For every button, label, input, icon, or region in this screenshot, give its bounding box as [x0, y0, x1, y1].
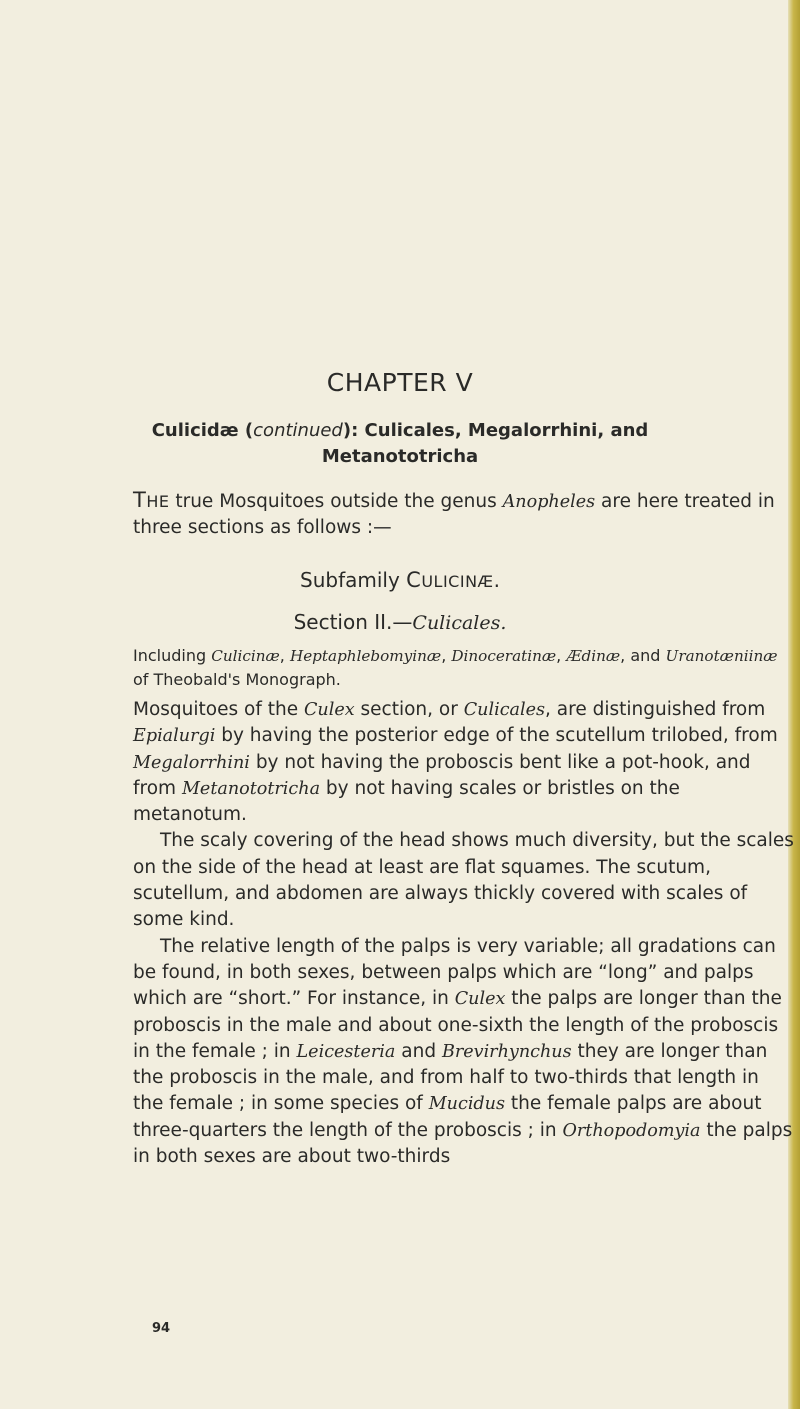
subtitle-italic: continued — [253, 420, 343, 441]
subtitle-line-2: Metanototricha — [321, 446, 479, 467]
including-note — [133, 644, 793, 692]
taxon-dinoceratinae: Dinoceratinæ — [451, 647, 557, 665]
subfamily-heading — [0, 568, 800, 592]
p3-genus: Leicesteria — [296, 1041, 396, 1062]
including-sep: , — [279, 646, 290, 665]
intro-lead-cap: T — [133, 488, 147, 512]
including-lead: Including — [133, 646, 212, 665]
p1-section: Culicales — [463, 700, 546, 720]
taxon-uranotaeniinae: Uranotæniinæ — [665, 647, 778, 665]
p3-text: the palps are longer than the proboscis in the male and about one-sixth the length of the proboscis in the female ; in — [133, 988, 782, 1062]
paragraph-3 — [133, 934, 795, 1171]
section-prefix: Section II.— — [293, 610, 413, 634]
p1-text: Mosquitoes of the — [133, 699, 304, 720]
subfamily-prefix: Subfamily — [300, 568, 407, 592]
p3-genus: Mucidus — [428, 1094, 506, 1115]
p1-genus: Culex — [303, 700, 355, 720]
including-tail: of Theobald's Monograph. — [133, 670, 341, 689]
including-sep: , — [556, 646, 567, 665]
intro-paragraph — [133, 488, 793, 540]
p1-section: Metanototricha — [181, 778, 321, 799]
p3-text: the female palps are about three-quarters the length of the proboscis ; in — [133, 1093, 762, 1141]
intro-text-2: are here treated in three sections as follows :— — [133, 491, 775, 538]
p3-text: the palps in both sexes are about two-thirds — [133, 1119, 793, 1168]
p1-text: section, or — [354, 699, 464, 720]
p1-section: Megalorrhini — [133, 752, 250, 773]
page-number: 94 — [152, 1321, 171, 1336]
p1-text: by not having scales or bristles on the metanotum. — [133, 777, 680, 826]
p3-genus: Orthopodomyia — [562, 1120, 701, 1141]
p1-text: by having the posterior edge of the scutellum trilobed, from — [215, 725, 778, 747]
intro-genus: Anopheles — [502, 492, 596, 512]
taxon-culicinae: Culicinæ — [211, 647, 280, 665]
chapter-subtitle — [0, 418, 800, 470]
chapter-title: CHAPTER V — [326, 368, 474, 397]
subtitle-suffix: ): Culicales, Megalorrhini, and — [342, 420, 649, 441]
subfamily-name-small: ULICINÆ — [421, 572, 494, 591]
subtitle-prefix: Culicidæ ( — [151, 420, 254, 441]
intro-text-1: true Mosquitoes outside the genus — [169, 491, 503, 512]
p1-text: by not having the proboscis bent like a pot-hook, and from — [133, 751, 751, 799]
including-sep: , and — [620, 646, 666, 665]
paragraph-2: The scaly covering of the head shows much diversity, but the scales on the side of the head at least are flat squames. The scutum, scutellum, and abdomen are always thickly covered with scales of some kind. — [133, 830, 794, 931]
p3-genus: Brevirhynchus — [441, 1041, 572, 1062]
including-sep: , — [441, 646, 452, 665]
taxon-heptaphlebomyinae: Heptaphlebomyinæ — [289, 647, 442, 665]
section-name: Culicales. — [412, 612, 507, 634]
p3-genus: Culex — [454, 989, 506, 1010]
p1-text: , are distinguished from — [545, 699, 766, 720]
subfamily-name-cap: C — [406, 568, 422, 592]
body-text — [133, 697, 795, 1170]
intro-lead-small: HE — [146, 492, 170, 511]
p3-text: and — [395, 1040, 442, 1062]
p3-text: The relative length of the palps is very variable; all gradations can be found, in both sexes, between palps which are “long” and palps which are “short.” For instance, in — [133, 935, 776, 1010]
p1-section: Epialurgi — [133, 726, 216, 747]
p3-text: they are longer than the proboscis in the male, and from half to two-thirds that length in the female ; in some species of — [133, 1040, 768, 1115]
subfamily-suffix: . — [493, 568, 500, 592]
taxon-aedinae: Ædinæ — [566, 647, 621, 665]
paragraph-1 — [133, 697, 795, 828]
section-heading — [0, 610, 800, 634]
